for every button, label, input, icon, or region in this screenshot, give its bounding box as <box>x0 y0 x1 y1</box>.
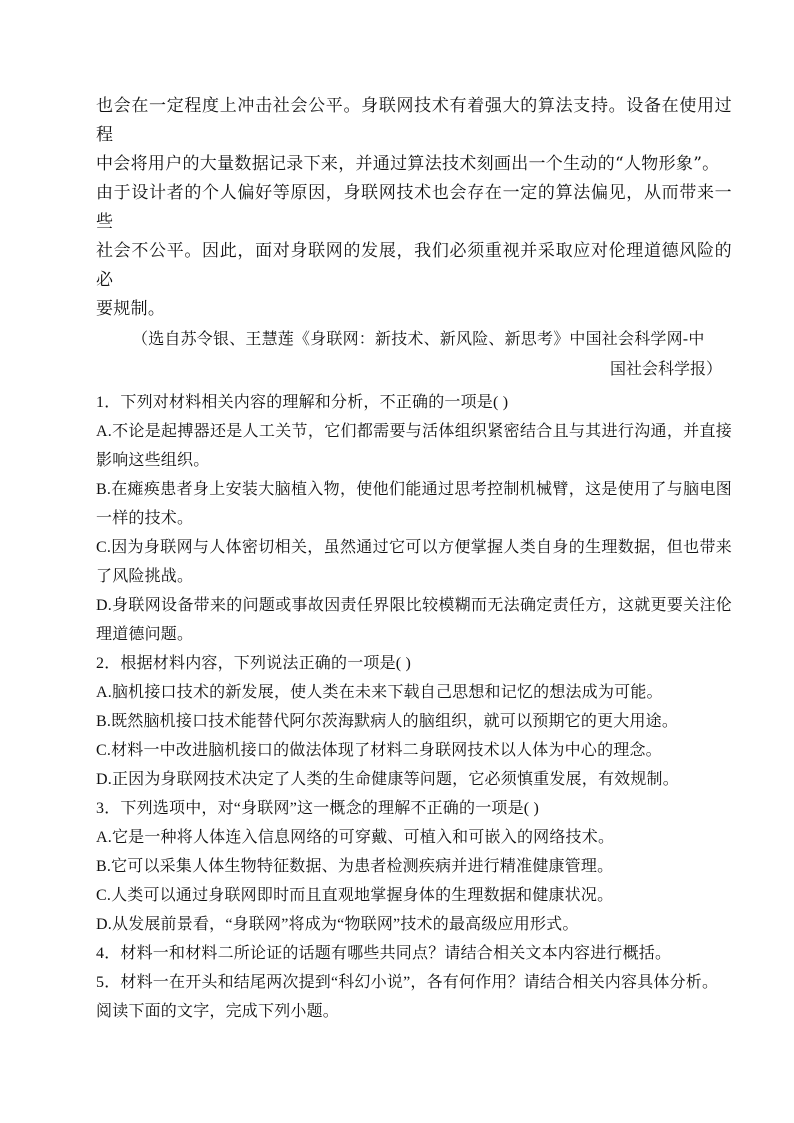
source-citation-end: 国社会科学报） <box>609 359 722 378</box>
option-d: D.正因为身联网技术决定了人类的生命健康等问题，它必须慎重发展，有效规制。 <box>96 771 679 788</box>
option-a: A.它是一种将人体连入信息网络的可穿戴、可植入和可嵌入的网络技术。 <box>96 829 615 846</box>
question-3 <box>96 794 732 939</box>
source-citation: （选自苏令银、王慧莲《身联网：新技术、新风险、新思考》中国社会科学网-中 <box>132 329 705 348</box>
option-d: D.从发展前景看，“身联网”将成为“物联网”技术的最高级应用形式。 <box>96 916 579 933</box>
question-stem: 3．下列选项中，对“身联网”这一概念的理解不正确的一项是( ) <box>96 800 540 817</box>
question-stem: 1．下列对材料相关内容的理解和分析，不正确的一项是( ) <box>96 394 509 411</box>
passage-line-3: 由于设计者的个人偏好等原因，身联网技术也会存在一定的算法偏见，从而带来一些 <box>96 183 732 232</box>
question-1 <box>96 388 732 649</box>
option-b: B.在瘫痪患者身上安装大脑植入物，使他们能通过思考控制机械臂，这是使用了与脑电图一样的技术。 <box>96 481 732 527</box>
question-5: 5．材料一在开头和结尾两次提到“科幻小说”，各有何作用？请结合相关内容具体分析。 <box>96 974 719 991</box>
reading-instruction: 阅读下面的文字，完成下列小题。 <box>96 1003 340 1020</box>
passage-line-1: 也会在一定程度上冲击社会公平。身联网技术有着强大的算法支持。设备在使用过程 <box>96 96 732 145</box>
question-stem: 2．根据材料内容，下列说法正确的一项是( ) <box>96 655 412 672</box>
option-b: B.它可以采集人体生物特征数据、为患者检测疾病并进行精准健康管理。 <box>96 858 614 875</box>
option-d: D.身联网设备带来的问题或事故因责任界限比较模糊而无法确定责任方，这就更要关注伦理道德问题。 <box>96 597 732 643</box>
passage-line-5: 要规制。 <box>96 299 166 319</box>
question-2 <box>96 649 732 794</box>
passage-line-4: 社会不公平。因此，面对身联网的发展，我们必须重视并采取应对伦理道德风险的必 <box>96 241 732 290</box>
document-page <box>96 92 732 1026</box>
option-a: A.脑机接口技术的新发展，使人类在未来下载自己思想和记忆的想法成为可能。 <box>96 684 663 701</box>
passage-line-2: 中会将用户的大量数据记录下来，并通过算法技术刻画出一个生动的“人物形象”。 <box>96 154 720 174</box>
passage <box>96 92 732 384</box>
option-b: B.既然脑机接口技术能替代阿尔茨海默病人的脑组织，就可以预期它的更大用途。 <box>96 713 679 730</box>
question-4: 4．材料一和材料二所论证的话题有哪些共同点？请结合相关文本内容进行概括。 <box>96 945 672 962</box>
option-c: C.材料一中改进脑机接口的做法体现了材料二身联网技术以人体为中心的理念。 <box>96 742 662 759</box>
option-c: C.人类可以通过身联网即时而且直观地掌握身体的生理数据和健康状况。 <box>96 887 614 904</box>
option-a: A.不论是起搏器还是人工关节，它们都需要与活体组织紧密结合且与其进行沟通，并直接影响这些组织。 <box>96 423 732 469</box>
option-c: C.因为身联网与人体密切相关，虽然通过它可以方便掌握人类自身的生理数据，但也带来了风险挑战。 <box>96 539 732 585</box>
